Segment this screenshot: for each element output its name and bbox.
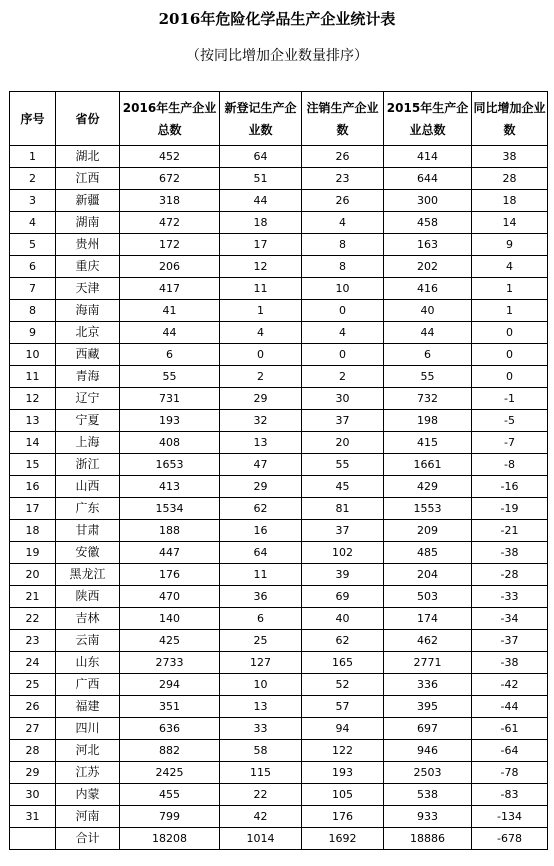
cell-yoy-change: -16 — [472, 476, 548, 498]
cell-yoy-change: 18 — [472, 190, 548, 212]
table-row — [10, 586, 548, 608]
cell-cancelled: 39 — [302, 564, 384, 586]
cell-new-registered: 25 — [220, 630, 302, 652]
cell-new-registered: 42 — [220, 806, 302, 828]
table-row — [10, 740, 548, 762]
cell-yoy-change: 0 — [472, 366, 548, 388]
cell-province: 陕西 — [56, 586, 120, 608]
cell-cancelled: 165 — [302, 652, 384, 674]
cell-total-2016: 408 — [120, 432, 220, 454]
cell-total-2015: 732 — [384, 388, 472, 410]
cell-total-2015: 933 — [384, 806, 472, 828]
cell-total-2015: 300 — [384, 190, 472, 212]
cell-yoy-change: -8 — [472, 454, 548, 476]
cell-province: 贵州 — [56, 234, 120, 256]
table-row — [10, 476, 548, 498]
cell-yoy-change: -5 — [472, 410, 548, 432]
cell-index: 7 — [10, 278, 56, 300]
cell-total-2015: 1661 — [384, 454, 472, 476]
cell-index: 2 — [10, 168, 56, 190]
cell-total-2016: 55 — [120, 366, 220, 388]
cell-cancelled: 8 — [302, 234, 384, 256]
cell-yoy-change: -7 — [472, 432, 548, 454]
table-row — [10, 696, 548, 718]
total-row — [10, 828, 548, 850]
cell-yoy-change: -42 — [472, 674, 548, 696]
cell-cancelled: 45 — [302, 476, 384, 498]
cell-yoy-change: 14 — [472, 212, 548, 234]
cell-cancelled: 30 — [302, 388, 384, 410]
cell-province: 甘肃 — [56, 520, 120, 542]
cell-total-2016: 193 — [120, 410, 220, 432]
cell-total-2016: 2733 — [120, 652, 220, 674]
cell-new-registered: 44 — [220, 190, 302, 212]
cell-province: 青海 — [56, 366, 120, 388]
cell-cancelled: 176 — [302, 806, 384, 828]
table-row — [10, 322, 548, 344]
cell-total-2015: 336 — [384, 674, 472, 696]
cell-new-registered: 36 — [220, 586, 302, 608]
cell-cancelled: 23 — [302, 168, 384, 190]
cell-index: 19 — [10, 542, 56, 564]
cell-new-registered: 16 — [220, 520, 302, 542]
table-row — [10, 410, 548, 432]
cell-total-2015: 414 — [384, 146, 472, 168]
cell-yoy-change: -38 — [472, 542, 548, 564]
cell-total-2016: 206 — [120, 256, 220, 278]
table-row — [10, 542, 548, 564]
cell-cancelled: 52 — [302, 674, 384, 696]
cell-total-2015: 458 — [384, 212, 472, 234]
cell-yoy-change: -83 — [472, 784, 548, 806]
column-header-yoy-change: 同比增加企业数 — [472, 92, 548, 146]
cell-cancelled: 26 — [302, 146, 384, 168]
cell-yoy-change: -78 — [472, 762, 548, 784]
cell-total-2016: 1653 — [120, 454, 220, 476]
cell-total-2015: 395 — [384, 696, 472, 718]
cell-total-2015: 644 — [384, 168, 472, 190]
table-row — [10, 300, 548, 322]
cell-province: 河北 — [56, 740, 120, 762]
cell-new-registered: 11 — [220, 564, 302, 586]
cell-cancelled: 55 — [302, 454, 384, 476]
cell-cancelled: 10 — [302, 278, 384, 300]
cell-new-registered: 18 — [220, 212, 302, 234]
cell-new-registered: 0 — [220, 344, 302, 366]
cell-total-2016: 140 — [120, 608, 220, 630]
cell-new-registered: 62 — [220, 498, 302, 520]
cell-new-registered: 22 — [220, 784, 302, 806]
cell-new-registered: 47 — [220, 454, 302, 476]
cell-new-registered: 1 — [220, 300, 302, 322]
cell-total-2015: 946 — [384, 740, 472, 762]
table-row — [10, 212, 548, 234]
cell-total-2016: 44 — [120, 322, 220, 344]
cell-total-2016: 351 — [120, 696, 220, 718]
cell-index: 5 — [10, 234, 56, 256]
cell-cancelled: 193 — [302, 762, 384, 784]
cell-yoy-change: -34 — [472, 608, 548, 630]
cell-total-2016: 470 — [120, 586, 220, 608]
cell-cancelled: 62 — [302, 630, 384, 652]
cell-total-2015: 202 — [384, 256, 472, 278]
cell-cancelled: 37 — [302, 410, 384, 432]
cell-province: 天津 — [56, 278, 120, 300]
table-row — [10, 608, 548, 630]
cell-total-2016: 18208 — [120, 828, 220, 850]
cell-yoy-change: 4 — [472, 256, 548, 278]
cell-total-2016: 799 — [120, 806, 220, 828]
table-row — [10, 432, 548, 454]
cell-province: 湖北 — [56, 146, 120, 168]
cell-index: 18 — [10, 520, 56, 542]
cell-total-2015: 416 — [384, 278, 472, 300]
table-row — [10, 630, 548, 652]
cell-total-2015: 6 — [384, 344, 472, 366]
cell-index: 27 — [10, 718, 56, 740]
cell-yoy-change: -134 — [472, 806, 548, 828]
table-row — [10, 256, 548, 278]
cell-total-2015: 198 — [384, 410, 472, 432]
cell-cancelled: 105 — [302, 784, 384, 806]
table-row — [10, 388, 548, 410]
table-row — [10, 190, 548, 212]
cell-province: 辽宁 — [56, 388, 120, 410]
cell-index: 21 — [10, 586, 56, 608]
cell-total-2016: 6 — [120, 344, 220, 366]
cell-new-registered: 29 — [220, 388, 302, 410]
cell-yoy-change: -64 — [472, 740, 548, 762]
cell-cancelled: 4 — [302, 212, 384, 234]
cell-total-2015: 503 — [384, 586, 472, 608]
cell-cancelled: 57 — [302, 696, 384, 718]
cell-province: 河南 — [56, 806, 120, 828]
cell-total-2015: 538 — [384, 784, 472, 806]
cell-province: 安徽 — [56, 542, 120, 564]
cell-new-registered: 64 — [220, 146, 302, 168]
cell-total-2016: 452 — [120, 146, 220, 168]
cell-index — [10, 828, 56, 850]
table-row — [10, 146, 548, 168]
table-row — [10, 344, 548, 366]
column-header-new-registered: 新登记生产企业数 — [220, 92, 302, 146]
cell-new-registered: 64 — [220, 542, 302, 564]
cell-cancelled: 20 — [302, 432, 384, 454]
cell-cancelled: 37 — [302, 520, 384, 542]
cell-total-2016: 672 — [120, 168, 220, 190]
cell-province: 四川 — [56, 718, 120, 740]
cell-province: 吉林 — [56, 608, 120, 630]
cell-yoy-change: 28 — [472, 168, 548, 190]
cell-new-registered: 6 — [220, 608, 302, 630]
cell-new-registered: 2 — [220, 366, 302, 388]
header-row — [10, 92, 548, 146]
cell-total-2015: 174 — [384, 608, 472, 630]
cell-cancelled: 0 — [302, 300, 384, 322]
cell-total-2015: 163 — [384, 234, 472, 256]
cell-yoy-change: 1 — [472, 278, 548, 300]
cell-province: 江苏 — [56, 762, 120, 784]
cell-index: 9 — [10, 322, 56, 344]
cell-total-2015: 18886 — [384, 828, 472, 850]
cell-new-registered: 115 — [220, 762, 302, 784]
cell-new-registered: 51 — [220, 168, 302, 190]
cell-total-2015: 462 — [384, 630, 472, 652]
cell-yoy-change: -61 — [472, 718, 548, 740]
cell-index: 31 — [10, 806, 56, 828]
cell-province: 浙江 — [56, 454, 120, 476]
cell-new-registered: 13 — [220, 696, 302, 718]
cell-province: 北京 — [56, 322, 120, 344]
cell-cancelled: 81 — [302, 498, 384, 520]
cell-total-2016: 636 — [120, 718, 220, 740]
cell-total-2015: 44 — [384, 322, 472, 344]
cell-new-registered: 58 — [220, 740, 302, 762]
cell-index: 1 — [10, 146, 56, 168]
cell-index: 10 — [10, 344, 56, 366]
cell-province: 江西 — [56, 168, 120, 190]
cell-new-registered: 11 — [220, 278, 302, 300]
cell-index: 15 — [10, 454, 56, 476]
cell-yoy-change: -21 — [472, 520, 548, 542]
cell-province: 重庆 — [56, 256, 120, 278]
cell-total-2016: 417 — [120, 278, 220, 300]
cell-cancelled: 122 — [302, 740, 384, 762]
table-row — [10, 674, 548, 696]
cell-total-2015: 40 — [384, 300, 472, 322]
cell-new-registered: 4 — [220, 322, 302, 344]
cell-index: 20 — [10, 564, 56, 586]
cell-province: 湖南 — [56, 212, 120, 234]
cell-yoy-change: 1 — [472, 300, 548, 322]
cell-province: 山东 — [56, 652, 120, 674]
cell-yoy-change: -1 — [472, 388, 548, 410]
cell-yoy-change: -28 — [472, 564, 548, 586]
cell-index: 25 — [10, 674, 56, 696]
cell-province: 山西 — [56, 476, 120, 498]
cell-total-2015: 2771 — [384, 652, 472, 674]
cell-total-2016: 176 — [120, 564, 220, 586]
cell-new-registered: 33 — [220, 718, 302, 740]
cell-province: 广西 — [56, 674, 120, 696]
cell-new-registered: 29 — [220, 476, 302, 498]
column-header-cancelled: 注销生产企业数 — [302, 92, 384, 146]
cell-total-2016: 2425 — [120, 762, 220, 784]
cell-new-registered: 17 — [220, 234, 302, 256]
cell-new-registered: 10 — [220, 674, 302, 696]
cell-index: 6 — [10, 256, 56, 278]
cell-province: 广东 — [56, 498, 120, 520]
cell-total-2015: 1553 — [384, 498, 472, 520]
table-row — [10, 454, 548, 476]
cell-total-2016: 188 — [120, 520, 220, 542]
cell-yoy-change: 0 — [472, 344, 548, 366]
cell-total-2015: 204 — [384, 564, 472, 586]
table-row — [10, 806, 548, 828]
table-row — [10, 498, 548, 520]
table-row — [10, 234, 548, 256]
cell-cancelled: 26 — [302, 190, 384, 212]
cell-index: 28 — [10, 740, 56, 762]
cell-province: 宁夏 — [56, 410, 120, 432]
cell-yoy-change: 38 — [472, 146, 548, 168]
cell-index: 22 — [10, 608, 56, 630]
table-body — [10, 146, 548, 850]
cell-new-registered: 12 — [220, 256, 302, 278]
cell-index: 12 — [10, 388, 56, 410]
cell-index: 26 — [10, 696, 56, 718]
cell-index: 14 — [10, 432, 56, 454]
cell-total-2016: 1534 — [120, 498, 220, 520]
table-row — [10, 278, 548, 300]
cell-total-2016: 294 — [120, 674, 220, 696]
cell-province: 上海 — [56, 432, 120, 454]
cell-total-2015: 429 — [384, 476, 472, 498]
enterprise-stats-table — [9, 91, 548, 850]
table-subtitle: （按同比增加企业数量排序） — [186, 48, 368, 64]
cell-new-registered: 127 — [220, 652, 302, 674]
cell-cancelled: 69 — [302, 586, 384, 608]
cell-province: 黑龙江 — [56, 564, 120, 586]
cell-total-2015: 55 — [384, 366, 472, 388]
column-header-total-2015: 2015年生产企业总数 — [384, 92, 472, 146]
cell-total-2016: 41 — [120, 300, 220, 322]
table-row — [10, 520, 548, 542]
table-row — [10, 564, 548, 586]
cell-index: 3 — [10, 190, 56, 212]
cell-yoy-change: -19 — [472, 498, 548, 520]
cell-index: 11 — [10, 366, 56, 388]
table-row — [10, 718, 548, 740]
cell-yoy-change: 0 — [472, 322, 548, 344]
cell-total-2016: 455 — [120, 784, 220, 806]
cell-cancelled: 94 — [302, 718, 384, 740]
column-header-index: 序号 — [10, 92, 56, 146]
cell-total-2016: 318 — [120, 190, 220, 212]
cell-cancelled: 0 — [302, 344, 384, 366]
cell-index: 13 — [10, 410, 56, 432]
cell-province: 新疆 — [56, 190, 120, 212]
table-row — [10, 366, 548, 388]
cell-index: 16 — [10, 476, 56, 498]
cell-province: 福建 — [56, 696, 120, 718]
cell-cancelled: 2 — [302, 366, 384, 388]
cell-index: 17 — [10, 498, 56, 520]
cell-yoy-change: -678 — [472, 828, 548, 850]
table-title: 2016年危险化学品生产企业统计表 — [158, 10, 396, 28]
cell-yoy-change: -44 — [472, 696, 548, 718]
cell-yoy-change: -37 — [472, 630, 548, 652]
cell-index: 23 — [10, 630, 56, 652]
cell-total-2015: 485 — [384, 542, 472, 564]
cell-index: 8 — [10, 300, 56, 322]
cell-new-registered: 32 — [220, 410, 302, 432]
cell-new-registered: 1014 — [220, 828, 302, 850]
cell-index: 24 — [10, 652, 56, 674]
cell-yoy-change: 9 — [472, 234, 548, 256]
cell-index: 29 — [10, 762, 56, 784]
table-row — [10, 652, 548, 674]
cell-total-2016: 447 — [120, 542, 220, 564]
cell-cancelled: 40 — [302, 608, 384, 630]
column-header-total-2016: 2016年生产企业总数 — [120, 92, 220, 146]
cell-yoy-change: -33 — [472, 586, 548, 608]
cell-index: 4 — [10, 212, 56, 234]
cell-province: 合计 — [56, 828, 120, 850]
cell-total-2015: 209 — [384, 520, 472, 542]
cell-province: 海南 — [56, 300, 120, 322]
column-header-province: 省份 — [56, 92, 120, 146]
table-row — [10, 784, 548, 806]
cell-total-2016: 472 — [120, 212, 220, 234]
cell-province: 内蒙 — [56, 784, 120, 806]
cell-total-2015: 697 — [384, 718, 472, 740]
cell-total-2016: 882 — [120, 740, 220, 762]
cell-province: 云南 — [56, 630, 120, 652]
cell-cancelled: 1692 — [302, 828, 384, 850]
cell-total-2016: 172 — [120, 234, 220, 256]
table-row — [10, 762, 548, 784]
cell-total-2016: 425 — [120, 630, 220, 652]
cell-total-2015: 2503 — [384, 762, 472, 784]
table-row — [10, 168, 548, 190]
cell-cancelled: 8 — [302, 256, 384, 278]
cell-cancelled: 4 — [302, 322, 384, 344]
cell-total-2016: 413 — [120, 476, 220, 498]
cell-cancelled: 102 — [302, 542, 384, 564]
cell-total-2015: 415 — [384, 432, 472, 454]
cell-yoy-change: -38 — [472, 652, 548, 674]
cell-province: 西藏 — [56, 344, 120, 366]
cell-new-registered: 13 — [220, 432, 302, 454]
cell-total-2016: 731 — [120, 388, 220, 410]
cell-index: 30 — [10, 784, 56, 806]
